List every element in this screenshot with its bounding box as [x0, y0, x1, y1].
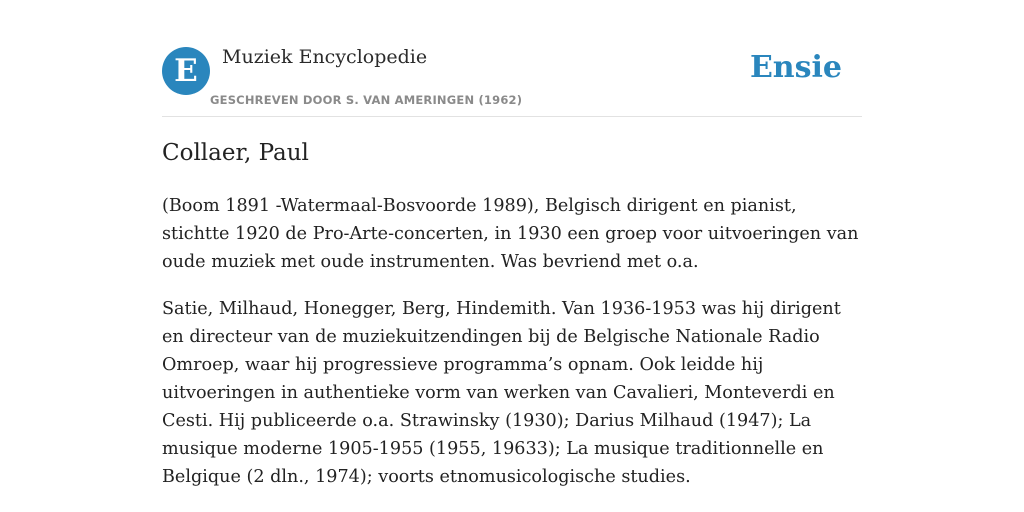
author-byline: GESCHREVEN DOOR S. VAN AMERINGEN (1962) [210, 93, 523, 107]
entry-paragraph: (Boom 1891 -Watermaal-Bosvoorde 1989), Belgisch dirigent en pianist, stichtte 1920 de Pro-Arte-concerten, in 1930 een groep voor uitvoeringen van oude muziek met oude instrumenten. Was bevriend met o.a. [162, 196, 859, 272]
encyclopedia-logo-icon[interactable]: E [162, 47, 210, 95]
source-name-link[interactable]: Muziek Encyclopedie [222, 46, 428, 68]
entry-header [162, 0, 862, 117]
entry-paragraph: Satie, Milhaud, Honegger, Berg, Hindemith. Van 1936-1953 was hij dirigent en directeur van de muziekuitzendingen bij de Belgische Nationale Radio Omroep, waar hij progressieve programma’s opnam. Ook leidde hij uitvoeringen in authentieke vorm van werken van Cavalieri, Monteverdi en Cesti. Hij publiceerde o.a. Strawinsky (1930); Darius Milhaud (1947); La musique moderne 1905-1955 (1955, 19633); La musique traditionnelle en Belgique (2 dln., 1974); voorts etnomusicologische studies. [162, 299, 841, 487]
ensie-brand-logo[interactable]: Ensie [749, 50, 842, 85]
entry-card [162, 0, 862, 512]
entry-title: Collaer, Paul [162, 140, 309, 166]
